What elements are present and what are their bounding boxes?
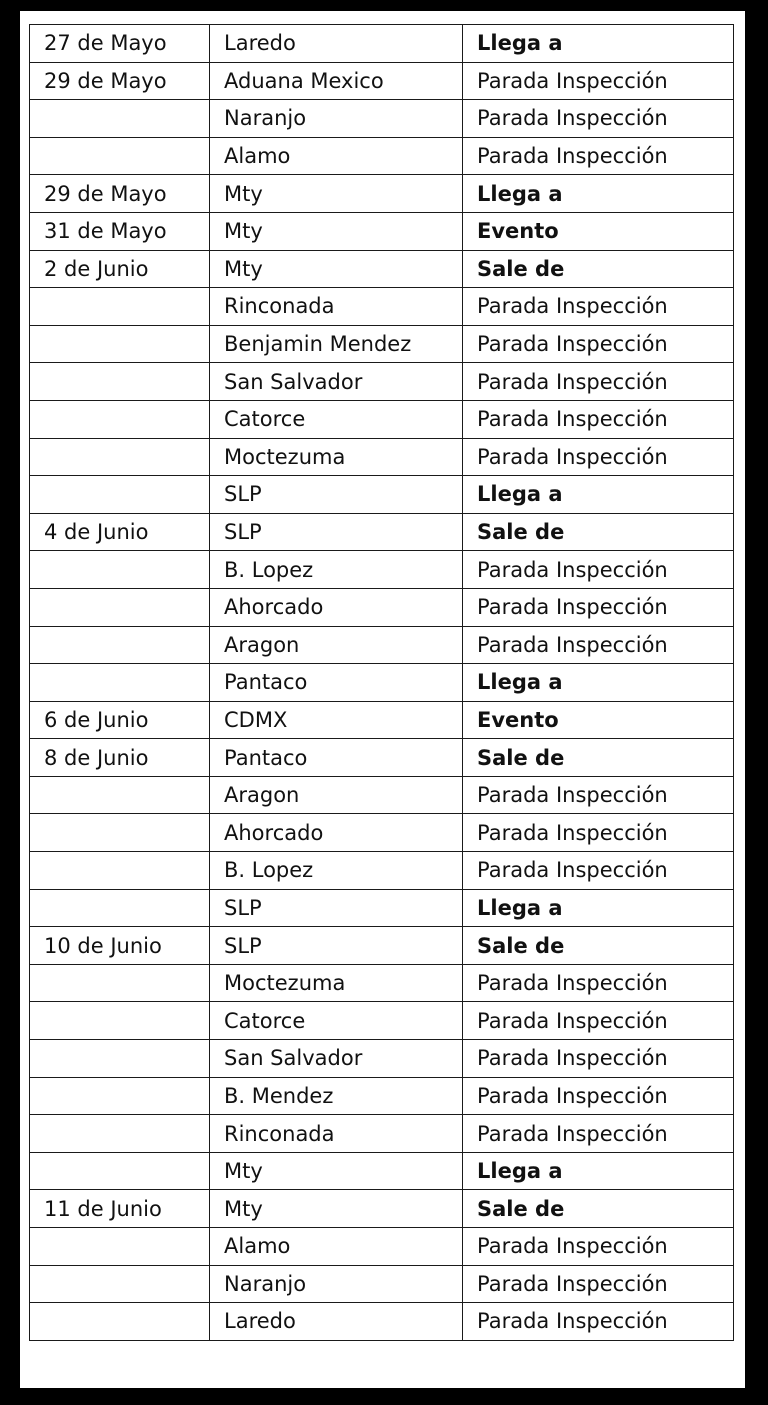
location-cell: Catorce	[210, 1002, 463, 1040]
location-cell: Benjamin Mendez	[210, 325, 463, 363]
location-cell: San Salvador	[210, 1040, 463, 1078]
date-cell	[30, 1303, 210, 1341]
location-cell: SLP	[210, 513, 463, 551]
action-cell: Parada Inspección	[463, 1303, 734, 1341]
table-row	[30, 325, 734, 363]
date-cell	[30, 100, 210, 138]
action-cell: Evento	[463, 701, 734, 739]
date-cell	[30, 288, 210, 326]
location-cell: Catorce	[210, 400, 463, 438]
action-cell: Parada Inspección	[463, 626, 734, 664]
location-cell: SLP	[210, 476, 463, 514]
location-cell: Mty	[210, 1152, 463, 1190]
action-cell: Parada Inspección	[463, 551, 734, 589]
table-row	[30, 137, 734, 175]
location-cell: Mty	[210, 212, 463, 250]
action-cell: Llega a	[463, 175, 734, 213]
action-cell: Parada Inspección	[463, 400, 734, 438]
location-cell: Rinconada	[210, 1115, 463, 1153]
action-cell: Llega a	[463, 889, 734, 927]
table-row	[30, 814, 734, 852]
table-row	[30, 551, 734, 589]
table-row	[30, 1228, 734, 1266]
location-cell: Laredo	[210, 25, 463, 63]
table-row	[30, 739, 734, 777]
table-row	[30, 1040, 734, 1078]
table-row	[30, 852, 734, 890]
location-cell: B. Lopez	[210, 551, 463, 589]
date-cell	[30, 551, 210, 589]
location-cell: Pantaco	[210, 664, 463, 702]
document-page	[20, 11, 745, 1388]
date-cell: 4 de Junio	[30, 513, 210, 551]
location-cell: Ahorcado	[210, 588, 463, 626]
table-row	[30, 927, 734, 965]
date-cell	[30, 363, 210, 401]
table-row	[30, 513, 734, 551]
action-cell: Parada Inspección	[463, 1228, 734, 1266]
location-cell: Alamo	[210, 1228, 463, 1266]
date-cell	[30, 889, 210, 927]
action-cell: Sale de	[463, 250, 734, 288]
location-cell: Moctezuma	[210, 964, 463, 1002]
date-cell: 27 de Mayo	[30, 25, 210, 63]
table-row	[30, 288, 734, 326]
date-cell: 2 de Junio	[30, 250, 210, 288]
action-cell: Parada Inspección	[463, 1002, 734, 1040]
location-cell: Laredo	[210, 1303, 463, 1341]
location-cell: Naranjo	[210, 100, 463, 138]
date-cell	[30, 1040, 210, 1078]
location-cell: CDMX	[210, 701, 463, 739]
action-cell: Parada Inspección	[463, 137, 734, 175]
action-cell: Parada Inspección	[463, 100, 734, 138]
table-row	[30, 250, 734, 288]
date-cell	[30, 776, 210, 814]
action-cell: Parada Inspección	[463, 1077, 734, 1115]
table-row	[30, 1190, 734, 1228]
table-row	[30, 400, 734, 438]
table-row	[30, 363, 734, 401]
date-cell	[30, 964, 210, 1002]
date-cell	[30, 1265, 210, 1303]
date-cell	[30, 852, 210, 890]
date-cell: 29 de Mayo	[30, 175, 210, 213]
action-cell: Parada Inspección	[463, 325, 734, 363]
table-row	[30, 1265, 734, 1303]
table-row	[30, 175, 734, 213]
table-row	[30, 1002, 734, 1040]
table-row	[30, 889, 734, 927]
action-cell: Sale de	[463, 1190, 734, 1228]
table-row	[30, 438, 734, 476]
action-cell: Parada Inspección	[463, 438, 734, 476]
table-row	[30, 212, 734, 250]
date-cell	[30, 1002, 210, 1040]
date-cell	[30, 1115, 210, 1153]
table-row	[30, 964, 734, 1002]
action-cell: Llega a	[463, 25, 734, 63]
table-row	[30, 664, 734, 702]
location-cell: Moctezuma	[210, 438, 463, 476]
date-cell	[30, 588, 210, 626]
action-cell: Sale de	[463, 739, 734, 777]
table-row	[30, 776, 734, 814]
action-cell: Parada Inspección	[463, 964, 734, 1002]
action-cell: Parada Inspección	[463, 1115, 734, 1153]
location-cell: Naranjo	[210, 1265, 463, 1303]
action-cell: Parada Inspección	[463, 814, 734, 852]
location-cell: Rinconada	[210, 288, 463, 326]
schedule-table	[29, 24, 734, 1341]
location-cell: Aragon	[210, 626, 463, 664]
table-row	[30, 626, 734, 664]
date-cell	[30, 626, 210, 664]
date-cell	[30, 1228, 210, 1266]
table-row	[30, 1115, 734, 1153]
action-cell: Parada Inspección	[463, 1265, 734, 1303]
date-cell	[30, 1152, 210, 1190]
action-cell: Parada Inspección	[463, 1040, 734, 1078]
location-cell: B. Lopez	[210, 852, 463, 890]
action-cell: Parada Inspección	[463, 776, 734, 814]
date-cell	[30, 476, 210, 514]
table-row	[30, 62, 734, 100]
date-cell	[30, 1077, 210, 1115]
action-cell: Parada Inspección	[463, 62, 734, 100]
action-cell: Parada Inspección	[463, 288, 734, 326]
table-row	[30, 100, 734, 138]
date-cell	[30, 325, 210, 363]
action-cell: Evento	[463, 212, 734, 250]
table-row	[30, 476, 734, 514]
table-row	[30, 588, 734, 626]
action-cell: Llega a	[463, 1152, 734, 1190]
action-cell: Llega a	[463, 664, 734, 702]
location-cell: Mty	[210, 175, 463, 213]
location-cell: Aduana Mexico	[210, 62, 463, 100]
action-cell: Parada Inspección	[463, 363, 734, 401]
location-cell: SLP	[210, 927, 463, 965]
location-cell: Pantaco	[210, 739, 463, 777]
location-cell: B. Mendez	[210, 1077, 463, 1115]
date-cell	[30, 438, 210, 476]
table-row	[30, 701, 734, 739]
date-cell: 8 de Junio	[30, 739, 210, 777]
date-cell: 31 de Mayo	[30, 212, 210, 250]
date-cell: 10 de Junio	[30, 927, 210, 965]
table-row	[30, 25, 734, 63]
action-cell: Sale de	[463, 927, 734, 965]
action-cell: Parada Inspección	[463, 852, 734, 890]
date-cell: 6 de Junio	[30, 701, 210, 739]
location-cell: Alamo	[210, 137, 463, 175]
action-cell: Sale de	[463, 513, 734, 551]
location-cell: Mty	[210, 250, 463, 288]
table-row	[30, 1152, 734, 1190]
date-cell	[30, 137, 210, 175]
schedule-table-body	[30, 25, 734, 1341]
action-cell: Llega a	[463, 476, 734, 514]
location-cell: San Salvador	[210, 363, 463, 401]
date-cell: 29 de Mayo	[30, 62, 210, 100]
date-cell	[30, 664, 210, 702]
location-cell: Ahorcado	[210, 814, 463, 852]
location-cell: Aragon	[210, 776, 463, 814]
table-row	[30, 1077, 734, 1115]
date-cell	[30, 400, 210, 438]
location-cell: SLP	[210, 889, 463, 927]
date-cell	[30, 814, 210, 852]
action-cell: Parada Inspección	[463, 588, 734, 626]
table-row	[30, 1303, 734, 1341]
date-cell: 11 de Junio	[30, 1190, 210, 1228]
location-cell: Mty	[210, 1190, 463, 1228]
